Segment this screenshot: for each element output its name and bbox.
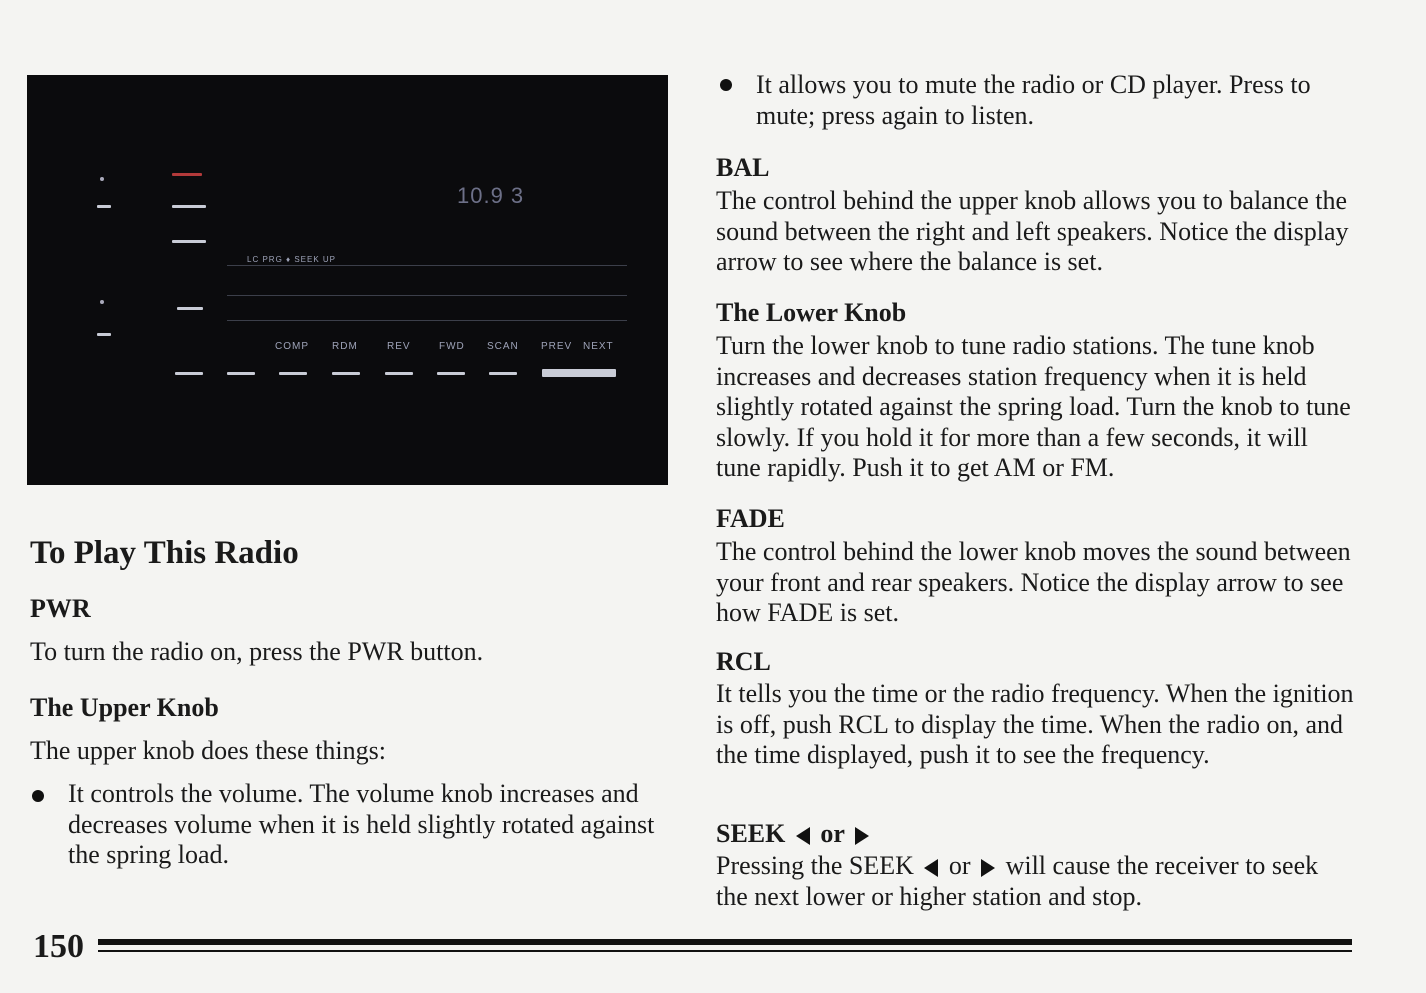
preset-button (177, 307, 203, 310)
panel-marker (97, 205, 111, 208)
button-label: NEXT (583, 341, 614, 352)
bal-heading: BAL (716, 153, 770, 182)
lower-knob-text: Turn the lower knob to tune radio stations. The tune knob increases and decreases station frequency when it is held slightly rotated against the spring load. Turn the knob to tune slowly. If you hold it for more than a few seconds, it will tune rapidly. Push it to get AM or FM. (716, 331, 1351, 482)
button-label: COMP (275, 341, 309, 352)
pwr-heading: PWR (30, 594, 91, 623)
function-button (385, 372, 413, 375)
function-button (437, 372, 465, 375)
footer-rule (98, 939, 1352, 945)
panel-line (227, 320, 627, 321)
section-heading: To Play This Radio (30, 535, 299, 571)
lower-knob-heading: The Lower Knob (716, 298, 907, 327)
bullet-icon (720, 79, 732, 91)
knob-upper-icon (100, 177, 104, 181)
seek-heading-or: or (820, 819, 845, 848)
frequency-display: 10.9 3 (457, 183, 525, 208)
prev-next-button (542, 369, 616, 377)
button-label: SCAN (487, 341, 519, 352)
preset-button (172, 240, 206, 243)
mute-bullet: It allows you to mute the radio or CD player. Press to mute; press again to listen. (756, 70, 1311, 130)
button-label: REV (387, 341, 411, 352)
bullet-icon (32, 790, 44, 802)
pwr-text: To turn the radio on, press the PWR button. (30, 637, 484, 666)
button-label: FWD (439, 341, 465, 352)
button-label: PREV (541, 341, 573, 352)
knob-lower-icon (100, 300, 104, 304)
upper-knob-intro: The upper knob does these things: (30, 736, 386, 765)
seek-text (716, 851, 1356, 912)
preset-button (172, 173, 202, 176)
seek-down-icon (796, 827, 810, 845)
footer-rule-thin (98, 950, 1352, 952)
seek-text-start: Pressing the SEEK (716, 851, 914, 880)
panel-marker (97, 333, 111, 336)
seek-heading (716, 821, 873, 847)
rcl-heading: RCL (716, 647, 771, 676)
fade-heading: FADE (716, 504, 785, 533)
function-button (279, 372, 307, 375)
rcl-text: It tells you the time or the radio frequency. When the ignition is off, push RCL to display the time. When the radio on, and the time displayed, push it to see the frequency. (716, 679, 1354, 769)
radio-photo (27, 75, 668, 485)
button-label: RDM (332, 341, 358, 352)
panel-line (227, 295, 627, 296)
function-button (489, 372, 517, 375)
function-button (175, 372, 203, 375)
seek-up-icon (855, 827, 869, 845)
upper-knob-heading: The Upper Knob (30, 693, 219, 722)
display-status: LC PRG ♦ SEEK UP (247, 255, 336, 264)
seek-down-icon (924, 859, 938, 877)
page-number: 150 (33, 928, 84, 965)
function-button (332, 372, 360, 375)
seek-up-icon (981, 859, 995, 877)
seek-heading-word: SEEK (716, 819, 786, 848)
seek-text-end: will cause the receiver to seek the next lower or higher station and stop. (716, 851, 1319, 911)
bal-text: The control behind the upper knob allows you to balance the sound between the right and left speakers. Notice the display arrow to see where the balance is set. (716, 186, 1349, 276)
seek-text-or: or (948, 851, 971, 880)
panel-line (227, 265, 627, 266)
function-button (227, 372, 255, 375)
preset-button (172, 205, 206, 208)
fade-text: The control behind the lower knob moves the sound between your front and rear speakers. Notice the display arrow to see how FADE is set. (716, 537, 1351, 627)
volume-bullet: It controls the volume. The volume knob increases and decreases volume when it is held slightly rotated against the spring load. (68, 779, 655, 869)
